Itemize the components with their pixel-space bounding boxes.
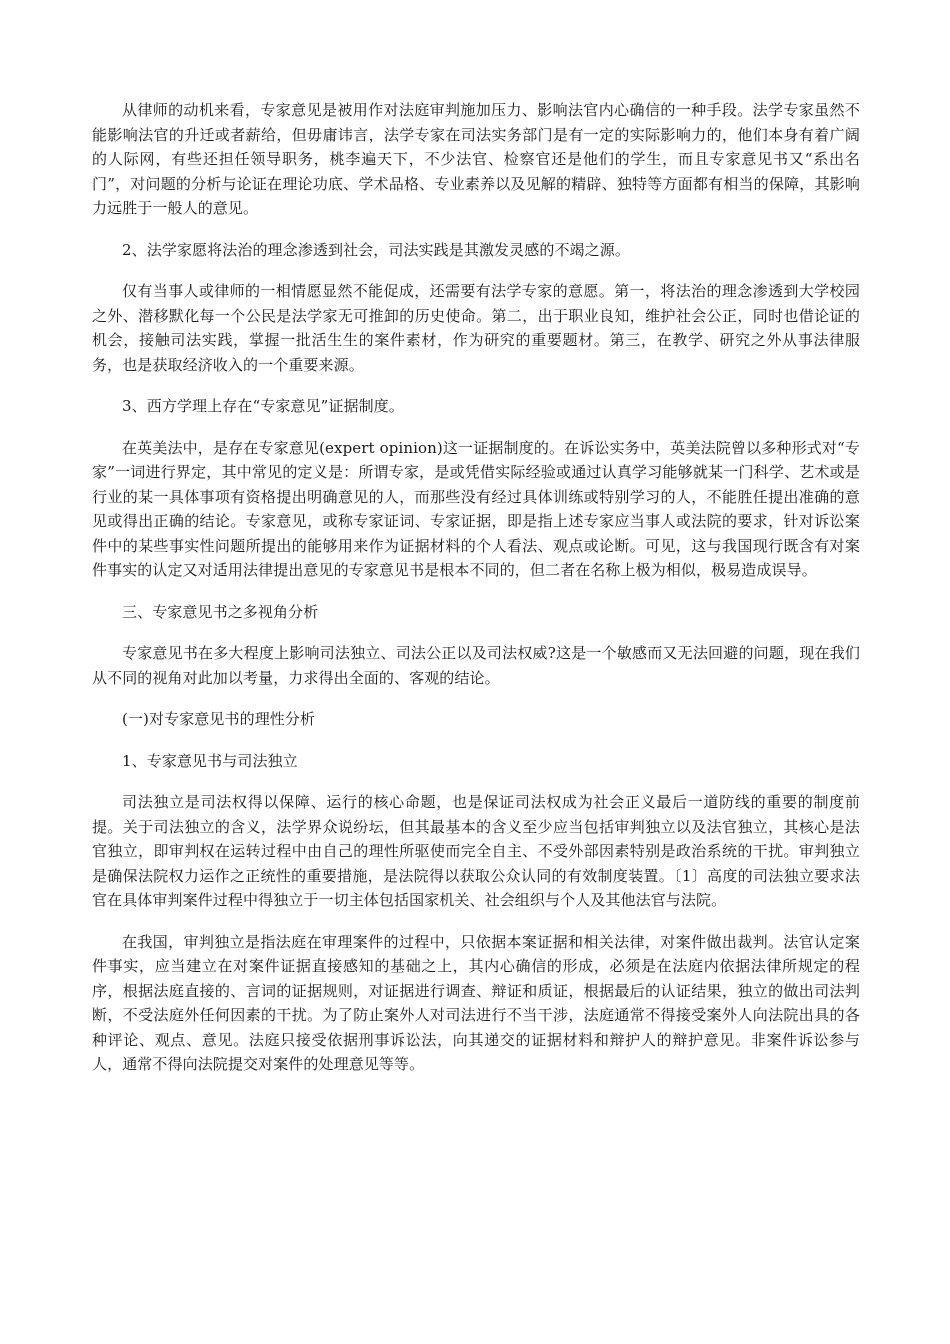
document-body [92, 98, 860, 1094]
subsection-heading-rational-analysis: (一)对专家意见书的理性分析 [122, 710, 316, 728]
paragraph-section-intro: 专家意见书在多大程度上影响司法独立、司法公正以及司法权威?这是一个敏感而又无法回避的问题，现在我们从不同的视角对此加以考量，力求得出全面的、客观的结论。 [92, 644, 860, 687]
section-heading-multi-perspective: 三、专家意见书之多视角分析 [122, 602, 319, 621]
paragraph-lawyer-motive: 从律师的动机来看，专家意见是被用作对法庭审判施加压力、影响法官内心确信的一种手段。法学专家虽然不能影响法官的升迁或者薪给，但毋庸讳言，法学专家在司法实务部门是有一定的实际影响力的，他们本身有着广阔的人际网，有些还担任领导职务，桃李遍天下，不少法官、检察官还是他们的学生，而且专家意见书又“系出名门”，对问题的分析与论证在理论功底、学术品格、专业素养以及见解的精辟、独特等方面都有相当的保障，其影响力远胜于一般人的意见。 [92, 101, 860, 217]
paragraph-judicial-independence: 司法独立是司法权得以保障、运行的核心命题，也是保证司法权成为社会正义最后一道防线的重要的制度前提。关于司法独立的含义，法学界众说纷坛，但其最基本的含义至少应当包括审判独立以及法官独立，其核心是法官独立，即审判权在运转过程中由自己的理性所驱使而完全自主、不受外部因素特别是政治系统的干扰。审判独立是确保法院权力运作之正统性的重要措施，是法院得以获取公众认同的有效制度装置。〔1〕高度的司法独立要求法官在具体审判案件过程中得独立于一切主体包括国家机关、社会组织与个人及其他法官与法院。 [92, 793, 860, 909]
heading-western-expert-evidence: 3、西方学理上存在“专家意见”证据制度。 [122, 397, 404, 415]
heading-judicial-independence: 1、专家意见书与司法独立 [122, 751, 298, 770]
heading-jurist-willingness: 2、法学家愿将法治的理念渗透到社会，司法实践是其激发灵感的不竭之源。 [122, 240, 630, 259]
paragraph-anglo-american-law: 在英美法中，是存在专家意见(expert opinion)这一证据制度的。在诉讼实务中，英美法院曾以多种形式对“专家”一词进行界定，其中常见的定义是：所谓专家，是或凭借实际经验或通过认真学习能够就某一门科学、艺术或是行业的某一具体事项有资格提出明确意见的人，而那些没有经过具体训练或特别学习的人，不能胜任提出准确的意见或得出正确的结论。专家意见，或称专家证词、专家证据，即是指上述专家应当事人或法院的要求，针对诉讼案件中的某些事实性问题所提出的能够用来作为证据材料的个人看法、观点或论断。可见，这与我国现行既含有对案件事实的认定又对适用法律提出意见的专家意见书是根本不同的，但二者在名称上极为相似，极易造成误导。 [92, 438, 860, 579]
paragraph-china-trial-independence: 在我国，审判独立是指法庭在审理案件的过程中，只依据本案证据和相关法律，对案件做出裁判。法官认定案件事实，应当建立在对案件证据直接感知的基础之上，其内心确信的形成，必须是在法庭内依据法律所规定的程序，根据法庭直接的、言词的证据规则，对证据进行调查、辩证和质证，根据最后的认证结果，独立的做出司法判断，不受法庭外任何因素的干扰。为了防止案外人对司法进行不当干涉，法庭通常不得接受案外人向法院出具的各种评论、观点、意见。法庭只接受依据刑事诉讼法，向其递交的证据材料和辩护人的辩护意见。非案件诉讼参与人，通常不得向法院提交对案件的处理意见等等。 [92, 932, 860, 1073]
paragraph-jurist-intent: 仅有当事人或律师的一相情愿显然不能促成，还需要有法学专家的意愿。第一，将法治的理念渗透到大学校园之外、潜移默化每一个公民是法学家无可推卸的历史使命。第二，出于职业良知，维护社会公正，同时也借论证的机会，接触司法实践，掌握一批活生生的案件素材，作为研究的重要题材。第三，在教学、研究之外从事法律服务，也是获取经济收入的一个重要来源。 [92, 282, 860, 374]
